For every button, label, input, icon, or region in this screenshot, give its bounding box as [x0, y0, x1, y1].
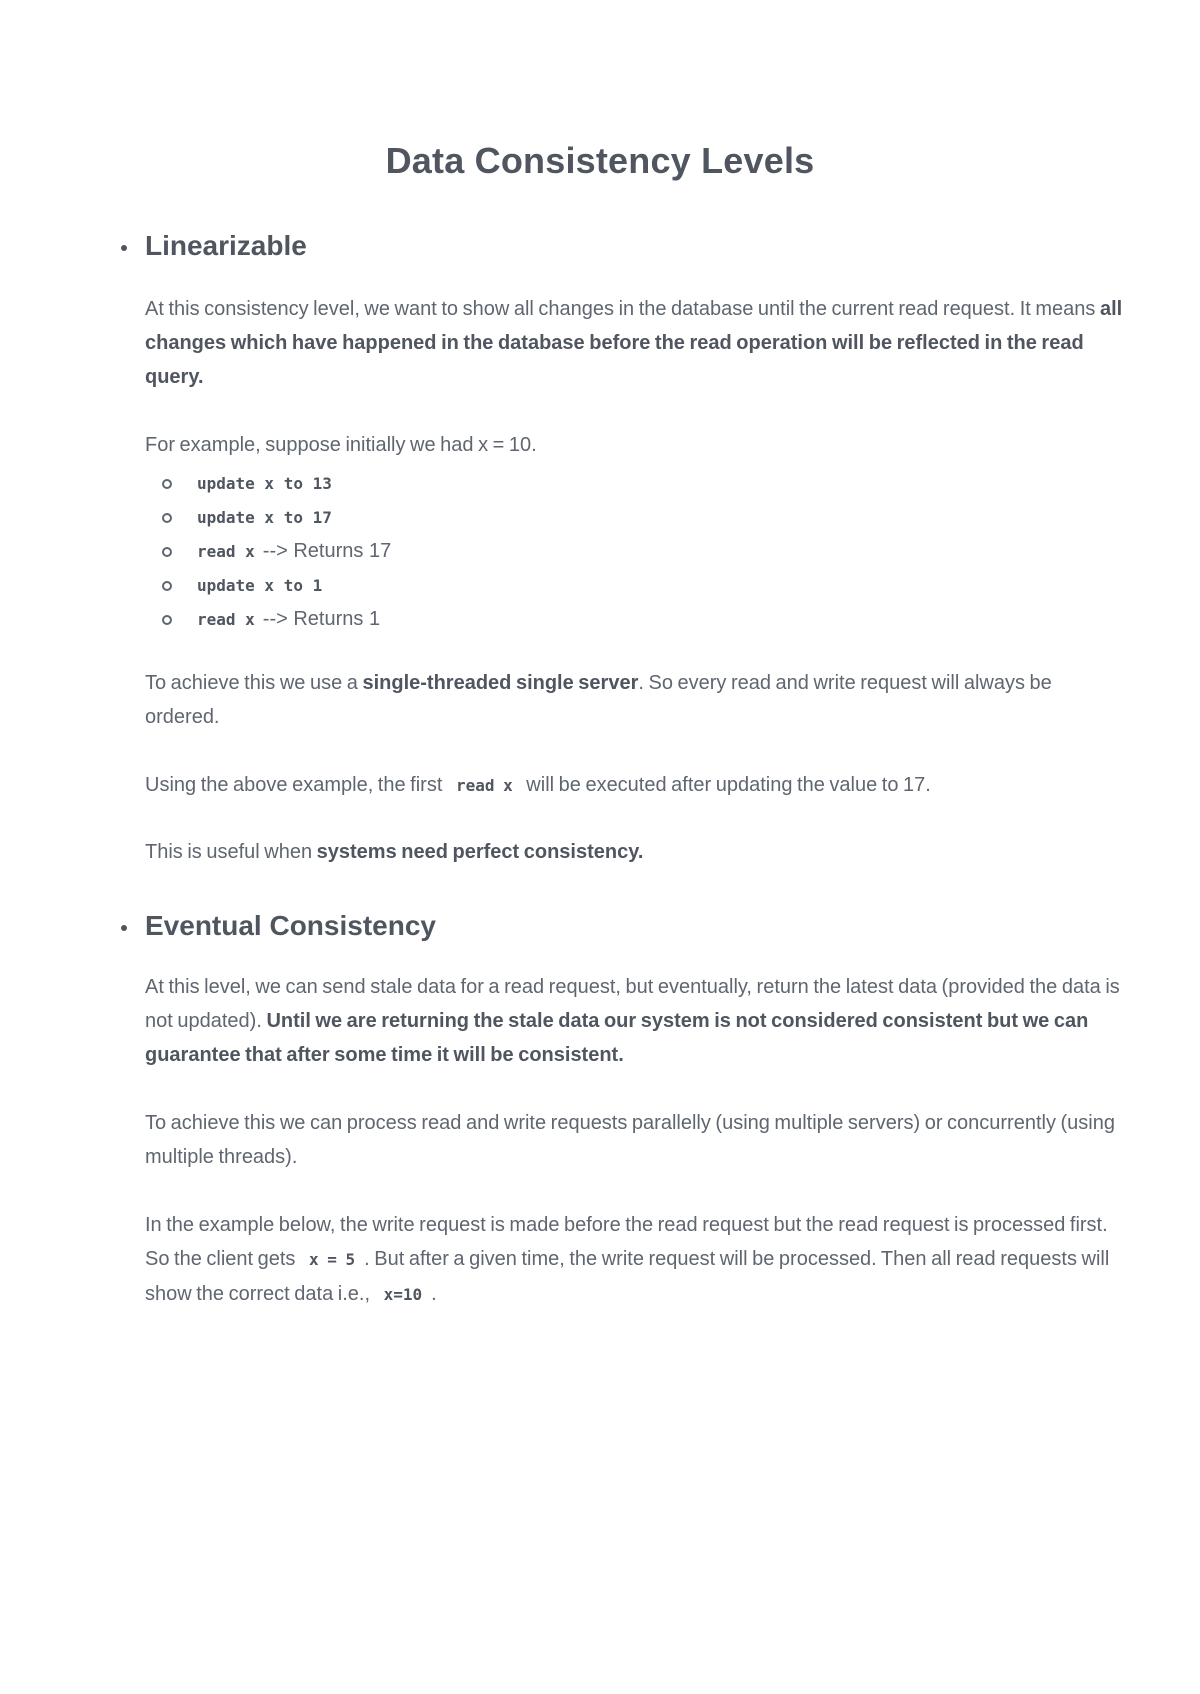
paragraph-text: . So every read and write request will always be ordered. — [145, 672, 1052, 728]
list-item-text: --> Returns 1 — [262, 608, 381, 630]
circle-bullet-icon — [162, 615, 172, 625]
code-snippet: read x — [197, 610, 255, 629]
linearizable-definition — [145, 292, 1125, 394]
paragraph-bold-text: single-threaded single server — [362, 672, 639, 694]
section-heading-linearizable — [145, 230, 307, 262]
paragraph-text: This is useful when — [145, 841, 317, 863]
eventual-example — [145, 1208, 1125, 1312]
example-list — [145, 466, 391, 636]
circle-bullet-icon — [162, 581, 172, 591]
circle-bullet-icon — [162, 513, 172, 523]
section-heading-label: Linearizable — [145, 230, 307, 261]
list-item-text: --> Returns 17 — [262, 540, 392, 562]
code-snippet: update x to 1 — [197, 576, 323, 595]
bullet-icon — [121, 245, 127, 251]
circle-bullet-icon — [162, 479, 172, 489]
inline-code: x = 5 — [308, 1250, 356, 1269]
bullet-icon — [121, 925, 127, 931]
section-heading-eventual-consistency — [145, 910, 436, 942]
linearizable-use-case — [145, 835, 1125, 869]
section-heading-label: Eventual Consistency — [145, 910, 436, 941]
linearizable-implementation — [145, 666, 1125, 734]
code-snippet: update x to 17 — [197, 508, 332, 527]
circle-bullet-icon — [162, 547, 172, 557]
linearizable-example-note — [145, 768, 1125, 803]
paragraph-text: In the example below, the write request is made before the read request but the read request is processed first. So the client gets — [145, 1214, 1108, 1270]
code-snippet: update x to 13 — [197, 474, 332, 493]
list-item — [145, 534, 391, 568]
code-snippet: read x — [197, 542, 255, 561]
list-item — [145, 568, 391, 602]
inline-code: read x — [455, 776, 513, 795]
eventual-implementation: To achieve this we can process read and write requests parallelly (using multiple servers) or concurrently (using multiple threads). — [145, 1112, 1115, 1168]
paragraph-bold-text: systems need perfect consistency. — [316, 841, 644, 863]
list-item — [145, 500, 391, 534]
paragraph-text: will be executed after updating the value to 17. — [521, 774, 931, 796]
paragraph-text: . But after a given time, the write request will be processed. Then all read requests will show the correct data i.e., — [145, 1248, 1110, 1305]
paragraph-text: Using the above example, the first — [145, 774, 447, 796]
paragraph-text: At this consistency level, we want to show all changes in the database until the current read request. It means — [145, 298, 1100, 320]
inline-code: x=10 — [383, 1285, 423, 1304]
eventual-definition — [145, 970, 1125, 1072]
paragraph-text: At this level, we can send stale data for a read request, but eventually, return the latest data (provided the data is not updated). — [145, 976, 1120, 1032]
paragraph-bold-text: Until we are returning the stale data our system is not considered consistent but we can guarantee that after some time it will be consistent. — [145, 1010, 1089, 1066]
example-intro: For example, suppose initially we had x = 10. — [145, 434, 537, 456]
paragraph-text: . — [431, 1283, 437, 1305]
list-item — [145, 602, 391, 636]
list-item — [145, 466, 391, 500]
document-title: Data Consistency Levels — [385, 140, 815, 181]
paragraph-bold-text: all changes which have happened in the database before the read operation will be reflected in the read query. — [145, 298, 1123, 388]
paragraph-text: To achieve this we use a — [145, 672, 363, 694]
